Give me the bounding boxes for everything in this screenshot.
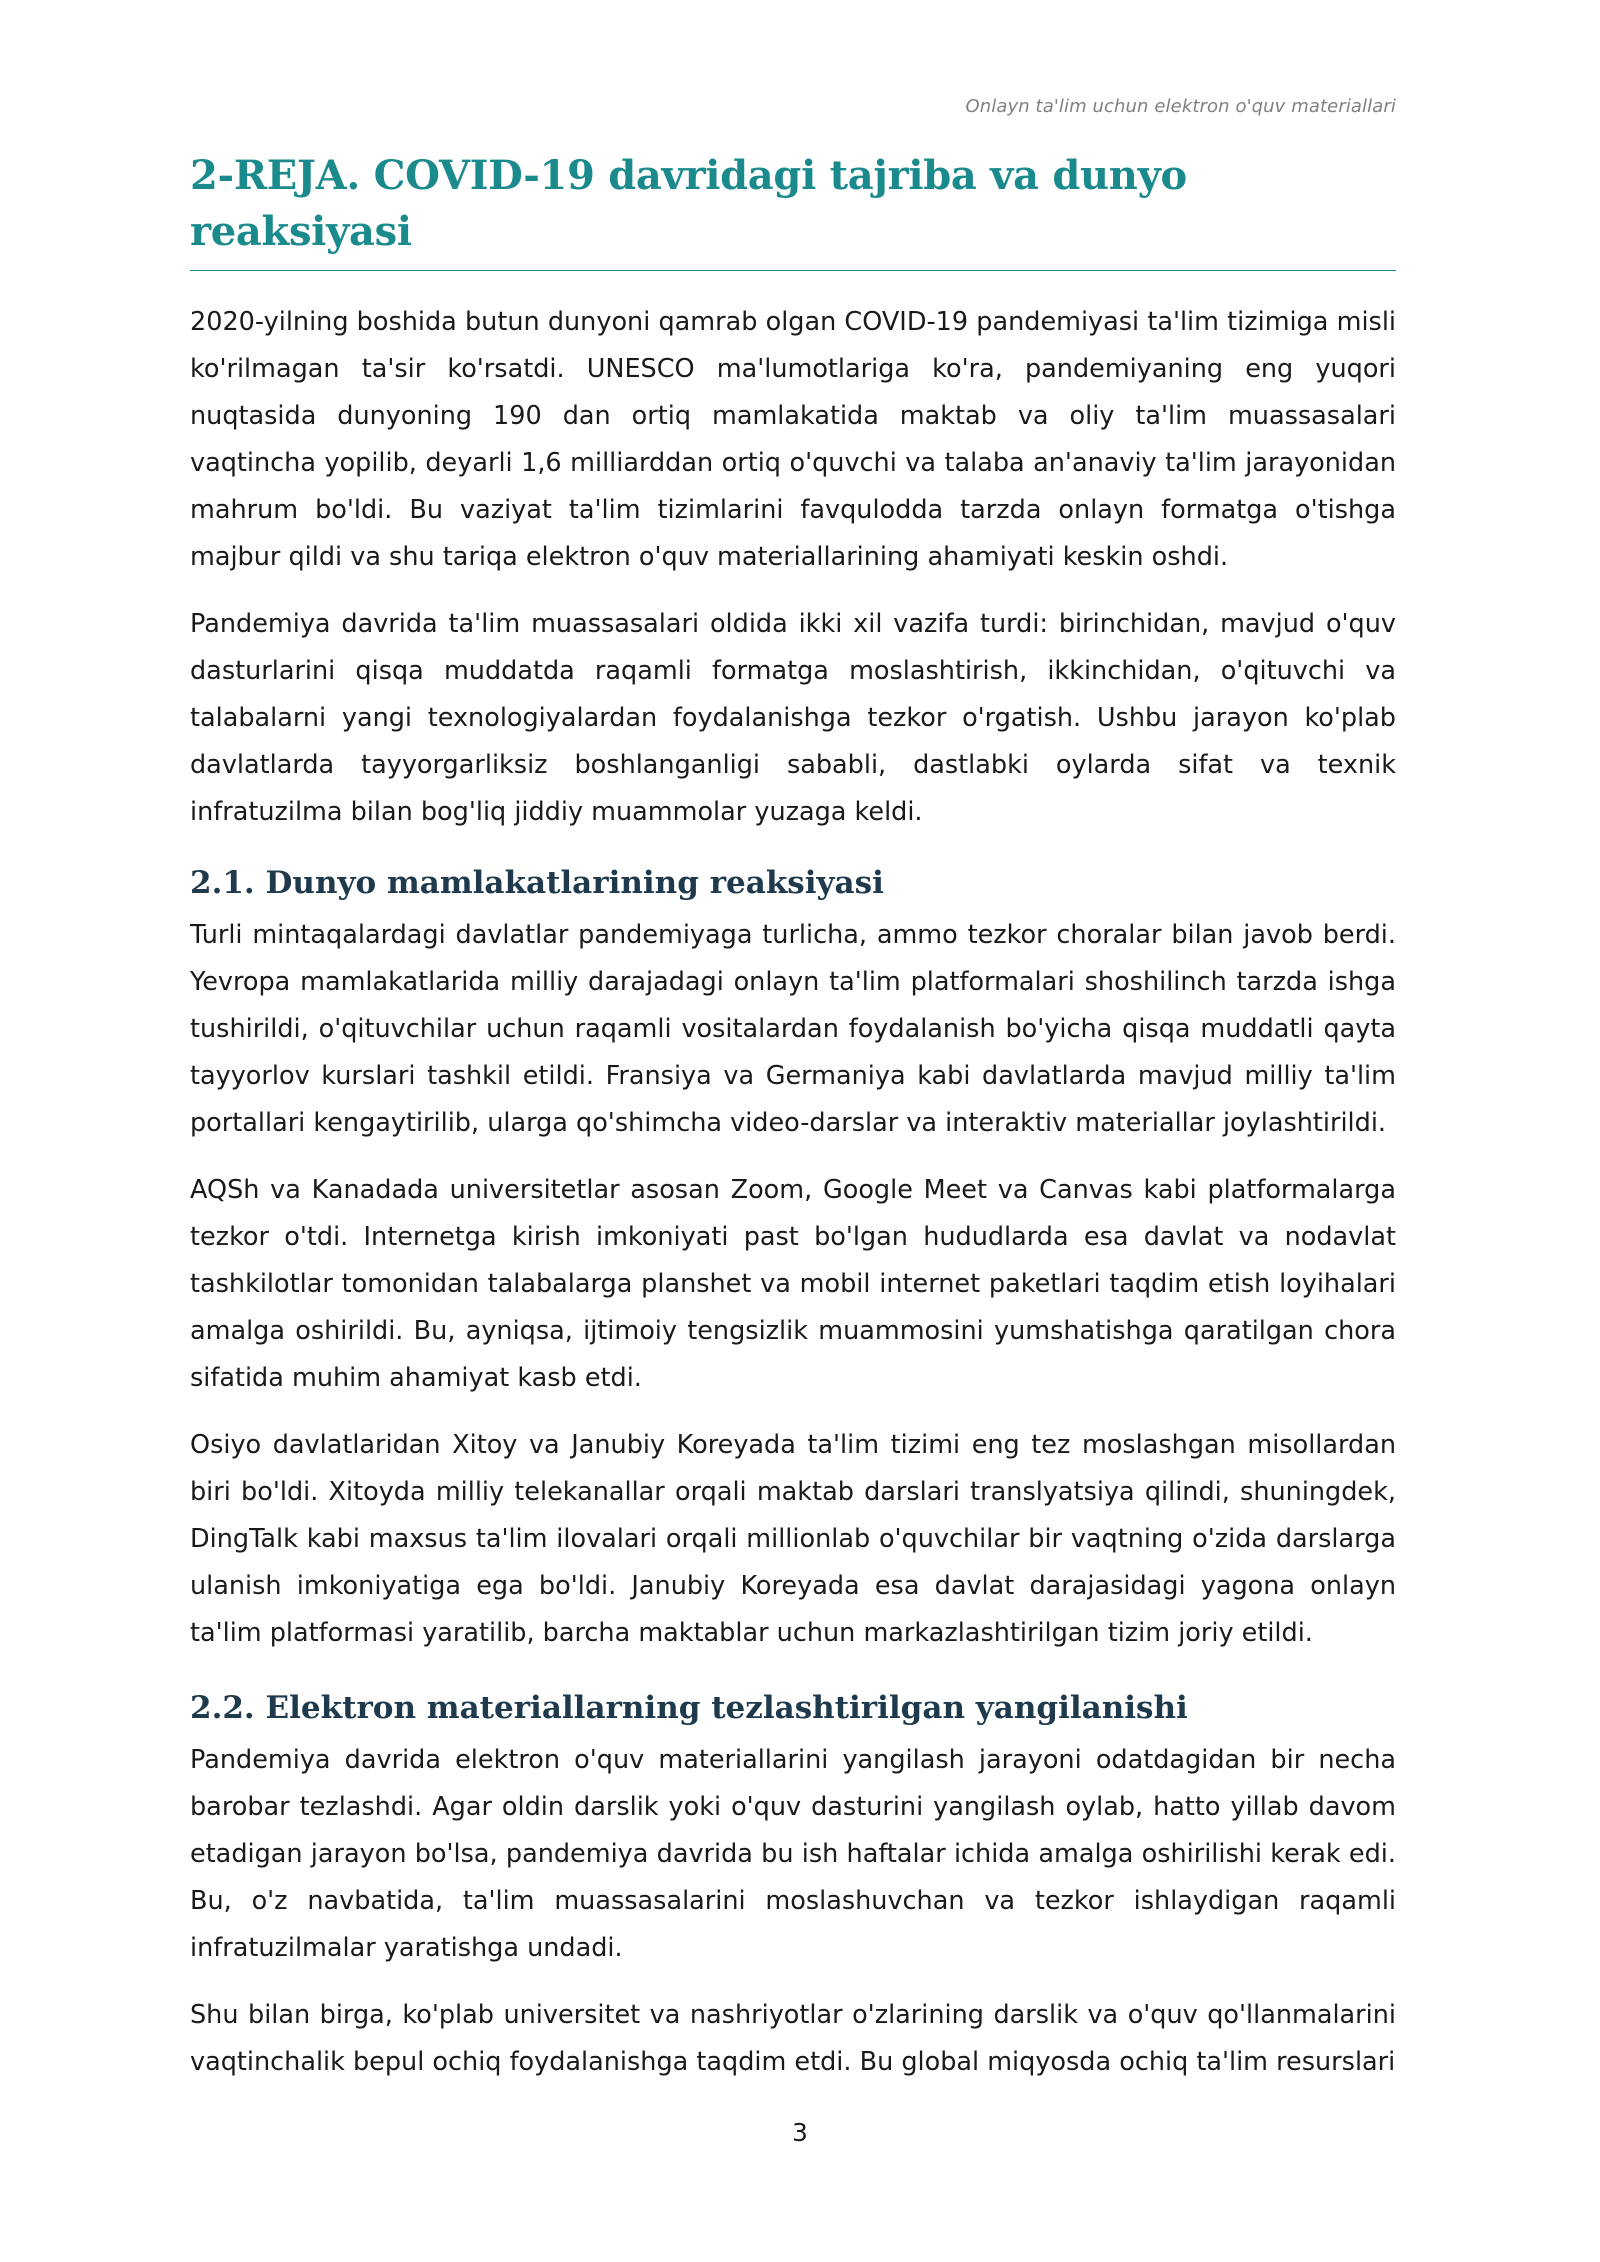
page-content bbox=[190, 148, 1396, 2086]
paragraph: Pandemiya davrida ta'lim muassasalari oldida ikki xil vazifa turdi: birinchidan, mavjud o'quv dasturlarini qisqa muddatda raqamli formatga moslashtirish, ikkinchidan, o'qituvchi va talabalarni yangi texnologiyalardan foydalanishga tezkor o'rgatish. Ushbu jarayon ko'plab davlatlarda tayyorgarliksiz boshlanganligi sababli, dastlabki oylarda sifat va texnik infratuzilma bilan bog'liq jiddiy muammolar yuzaga keldi. bbox=[190, 609, 1396, 827]
paragraph: Osiyo davlatlaridan Xitoy va Janubiy Koreyada ta'lim tizimi eng tez moslashgan misollardan biri bo'ldi. Xitoyda milliy telekanallar orqali maktab darslari translyatsiya qilindi, shuningdek, DingTalk kabi maxsus ta'lim ilovalari orqali millionlab o'quvchilar bir vaqtning o'zida darslarga ulanish imkoniyatiga ega bo'ldi. Janubiy Koreyada esa davlat darajasidagi yagona onlayn ta'lim platformasi yaratilib, barcha maktablar uchun markazlashtirilgan tizim joriy etildi. bbox=[190, 1430, 1396, 1648]
paragraph: Shu bilan birga, ko'plab universitet va nashriyotlar o'zlarining darslik va o'quv qo'llanmalarini vaqtinchalik bepul ochiq foydalanishga taqdim etdi. Bu global miqyosda ochiq ta'lim resurslari bbox=[190, 2000, 1396, 2077]
section-title: 2.1. Dunyo mamlakatlarining reaksiyasi bbox=[190, 865, 884, 901]
page-number: 3 bbox=[792, 2118, 808, 2147]
paragraph: 2020-yilning boshida butun dunyoni qamrab olgan COVID-19 pandemiyasi ta'lim tizimiga misli ko'rilmagan ta'sir ko'rsatdi. UNESCO ma'lumotlariga ko'ra, pandemiyaning eng yuqori nuqtasida dunyoning 190 dan ortiq mamlakatida maktab va oliy ta'lim muassasalari vaqtincha yopilib, deyarli 1,6 milliarddan ortiq o'quvchi va talaba an'anaviy ta'lim jarayonidan mahrum bo'ldi. Bu vaziyat ta'lim tizimlarini favqulodda tarzda onlayn formatga o'tishga majbur qildi va shu tariqa elektron o'quv materiallarining ahamiyati keskin oshdi. bbox=[190, 307, 1396, 572]
paragraph: Pandemiya davrida elektron o'quv materiallarini yangilash jarayoni odatdagidan bir necha barobar tezlashdi. Agar oldin darslik yoki o'quv dasturini yangilash oylab, hatto yillab davom etadigan jarayon bo'lsa, pandemiya davrida bu ish haftalar ichida amalga oshirilishi kerak edi. Bu, o'z navbatida, ta'lim muassasalarini moslashuvchan va tezkor ishlaydigan raqamli infratuzilmalar yaratishga undadi. bbox=[190, 1745, 1396, 1963]
paragraph: Turli mintaqalardagi davlatlar pandemiyaga turlicha, ammo tezkor choralar bilan javob berdi. Yevropa mamlakatlarida milliy darajadagi onlayn ta'lim platformalari shoshilinch tarzda ishga tushirildi, o'qituvchilar uchun raqamli vositalardan foydalanish bo'yicha qisqa muddatli qayta tayyorlov kurslari tashkil etildi. Fransiya va Germaniya kabi davlatlarda mavjud milliy ta'lim portallari kengaytirilib, ularga qo'shimcha video-darslar va interaktiv materiallar joylashtirildi. bbox=[190, 920, 1396, 1138]
chapter-title: 2-REJA. COVID-19 davridagi tajriba va dunyo reaksiyasi bbox=[190, 148, 1396, 271]
paragraph: AQSh va Kanadada universitetlar asosan Zoom, Google Meet va Canvas kabi platformalarga tezkor o'tdi. Internetga kirish imkoniyati past bo'lgan hududlarda esa davlat va nodavlat tashkilotlar tomonidan talabalarga planshet va mobil internet paketlari taqdim etish loyihalari amalga oshirildi. Bu, ayniqsa, ijtimoiy tengsizlik muammosini yumshatishga qaratilgan chora sifatida muhim ahamiyat kasb etdi. bbox=[190, 1175, 1396, 1393]
section-title: 2.2. Elektron materiallarning tezlashtirilgan yangilanishi bbox=[190, 1690, 1188, 1726]
running-header: Onlayn ta'lim uchun elektron o'quv materiallari bbox=[965, 96, 1396, 117]
